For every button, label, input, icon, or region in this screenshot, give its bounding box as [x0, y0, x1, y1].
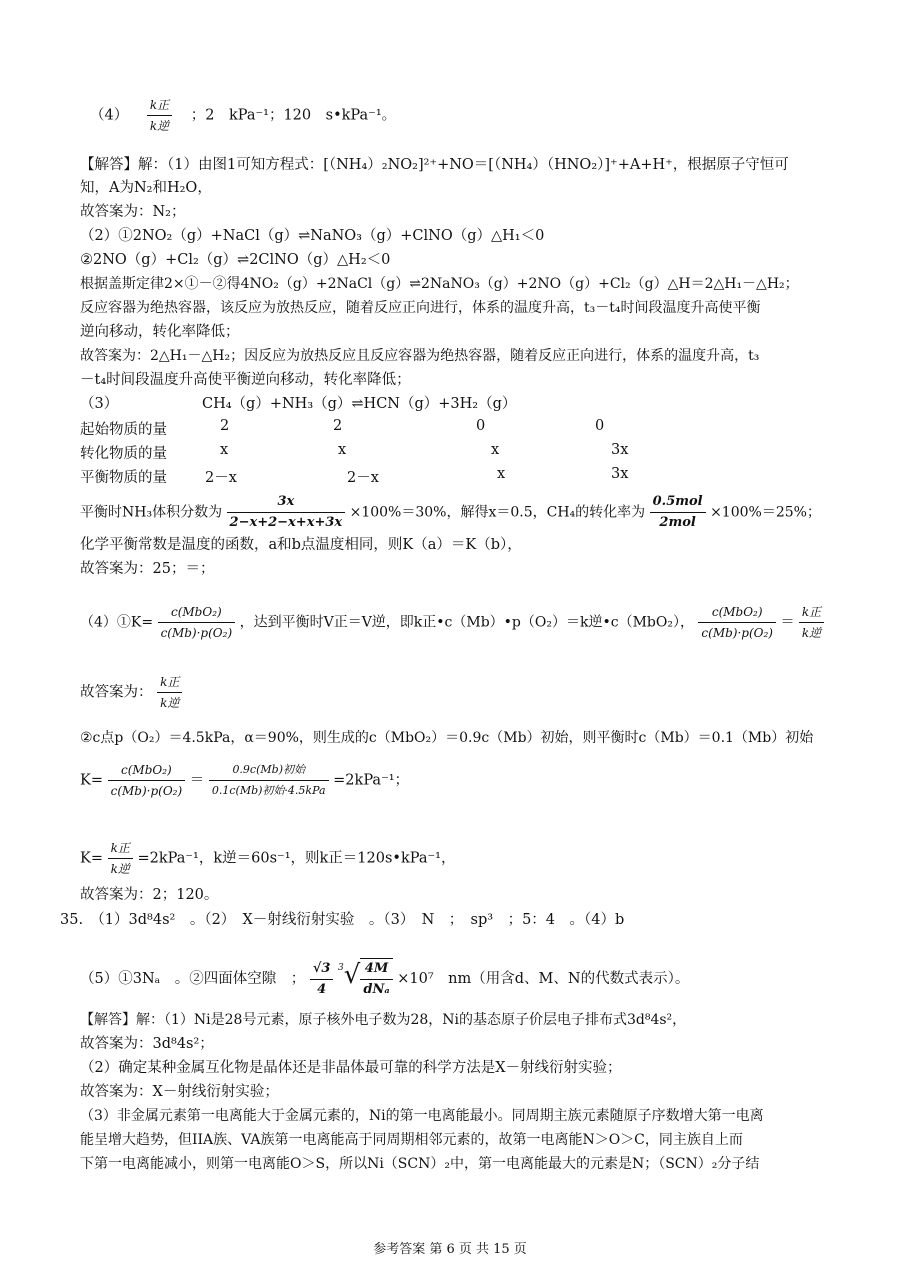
text: =2kPa⁻¹，k逆＝60s⁻¹，则k正＝120s•kPa⁻¹，	[137, 850, 456, 867]
text-line: 知，A为N₂和H₂O，	[80, 180, 212, 196]
text-line: 故答案为：N₂；	[80, 204, 186, 220]
frac-den: k逆	[149, 119, 170, 133]
k-fraction	[158, 602, 236, 643]
text: （4）①K=	[80, 614, 154, 631]
frac-den: 4	[317, 981, 327, 997]
cell: 0	[595, 418, 605, 434]
page-footer: 参考答案 第 6 页 共 15 页	[373, 1242, 527, 1257]
frac-num: 0.9c(Mb)初始	[209, 760, 329, 781]
cube-root: $^3$√ $\frac{4M}{\text{dNₐ}}$	[338, 958, 393, 1000]
frac-den: 2mol	[659, 515, 696, 530]
cell: x	[220, 442, 229, 458]
frac-num: 0.5mol	[650, 492, 706, 513]
density-line	[80, 958, 689, 1000]
part-label: （3）	[80, 396, 119, 412]
text-line: 故答案为：2；120。	[80, 887, 219, 903]
text-line: 故答案为：3d⁸4s²；	[80, 1036, 214, 1052]
text-line: 【解答】解：（1）由图1可知方程式：[（NH₄）₂NO₂]²⁺+NO＝[（NH₄）（HNO₂）]⁺+A+H⁺，根据原子守恒可	[80, 157, 789, 173]
ch4-fraction	[650, 492, 706, 533]
frac-num: k正	[157, 672, 182, 693]
text-line: 根据盖斯定律2×①－②得4NO₂（g）+2NaCl（g）⇌2NaNO₃（g）+2NO（g）+Cl₂（g）△H＝2△H₁－△H₂；	[80, 276, 799, 292]
frac-num: c(MbO₂)	[698, 602, 776, 623]
nh3-fraction	[227, 492, 346, 533]
sqrt3-over-4	[310, 959, 334, 1000]
frac-den: c(Mb)·p(O₂)	[110, 784, 183, 798]
frac-num: c(MbO₂)	[108, 760, 186, 781]
cell: x	[497, 466, 506, 482]
cell: 3x	[611, 442, 629, 458]
k-fraction-2	[698, 602, 776, 643]
row-label: 起始物质的量	[80, 422, 167, 438]
text-line: （3）非金属元素第一电离能大于金属元素的，Ni的第一电离能最小。同周期主族元素随原子序数增大第一电离	[80, 1108, 764, 1124]
text-line: （2）①2NO₂（g）+NaCl（g）⇌NaNO₃（g）+ClNO（g）△H₁＜0	[80, 228, 545, 244]
cell: 2	[220, 418, 230, 434]
line-4-answer	[90, 95, 396, 136]
row-label: 平衡物质的量	[80, 470, 167, 486]
part-label: （4）	[90, 107, 129, 124]
row-label: 转化物质的量	[80, 446, 167, 462]
frac-den: c(Mb)·p(O₂)	[701, 626, 773, 640]
cell: 0	[476, 418, 486, 434]
text: ＝	[780, 614, 795, 631]
frac-den: k逆	[110, 862, 130, 876]
answer-line	[80, 672, 182, 713]
frac-num: 4M	[360, 959, 392, 980]
frac-num: k正	[799, 602, 824, 623]
frac-den: k逆	[801, 626, 822, 640]
k-ratio-fraction	[147, 95, 172, 136]
question-35-answers: 35. （1）3d⁸4s² 。（2） X－射线衍射实验 。（3） N ； sp³ ；5：4 。（4）b	[60, 912, 625, 928]
frac-den: k逆	[160, 696, 180, 710]
text: 平衡时NH₃体积分数为	[80, 504, 223, 521]
k-value-fraction	[209, 760, 329, 801]
k-rate-line	[80, 838, 455, 879]
cell: 3x	[611, 466, 629, 482]
k-expression-line	[80, 602, 824, 643]
k-fraction-3	[108, 760, 186, 801]
equation-line	[80, 394, 517, 414]
cell: 2－x	[205, 470, 237, 486]
text: ×100%＝25%；	[710, 504, 821, 521]
text-line: 能呈增大趋势，但IIA族、VA族第一电离能高于同周期相邻元素的，故第一电离能N＞O＞C，同主族自上而	[80, 1132, 743, 1148]
k-ratio-fraction-3	[157, 672, 182, 713]
frac-den: 0.1c(Mb)初始·4.5kPa	[211, 784, 326, 797]
frac-num: k正	[108, 838, 133, 859]
text: （5）①3Nₐ 。②四面体空隙 ；	[80, 971, 306, 987]
frac-num: c(MbO₂)	[158, 602, 236, 623]
cell: x	[338, 442, 347, 458]
text-line: 化学平衡常数是温度的函数，a和b点温度相同，则K（a）＝K（b），	[80, 537, 522, 553]
text: ，达到平衡时V正＝V逆，即k正•c（Mb）•p（O₂）＝k逆•c（MbO₂），	[239, 614, 694, 631]
k-calc-line	[80, 760, 409, 801]
cell: 2	[333, 418, 343, 434]
text: 故答案为：	[80, 684, 153, 701]
text-line: ②c点p（O₂）＝4.5kPa，α＝90%，则生成的c（MbO₂）＝0.9c（Mb）初始，则平衡时c（Mb）＝0.1（Mb）初始	[80, 730, 814, 746]
text: ＝	[189, 772, 205, 789]
frac-den: 2−x+2−x+x+3x	[229, 515, 343, 530]
text-line: 逆向移动，转化率降低；	[80, 324, 240, 340]
text: K=	[80, 772, 103, 789]
text: =2kPa⁻¹；	[333, 772, 410, 789]
radicand-fraction	[360, 958, 392, 1000]
k-ratio-fraction-2	[799, 602, 824, 643]
answer-values: ；2 kPa⁻¹；120 s•kPa⁻¹。	[190, 107, 397, 124]
frac-num: k正	[147, 95, 172, 116]
fraction-line	[80, 492, 821, 533]
frac-num: √3	[310, 959, 334, 980]
k-ratio-fraction-4	[108, 838, 133, 879]
frac-den: dNₐ	[363, 982, 390, 997]
text-line: 故答案为：25；＝；	[80, 561, 215, 577]
text-line: 下第一电离能减小，则第一电离能O＞S，所以Ni（SCN）₂中，第一电离能最大的元素是N；（SCN）₂分子结	[80, 1156, 760, 1172]
text-line: 反应容器为绝热容器，该反应为放热反应，随着反应正向进行，体系的温度升高，t₃－t₄时间段温度升高使平衡	[80, 300, 761, 316]
cell: x	[491, 442, 500, 458]
frac-num: 3x	[227, 492, 346, 513]
text: K=	[80, 850, 103, 867]
text: ×100%＝30%，解得x＝0.5，CH₄的转化率为	[349, 504, 646, 521]
text-line: 【解答】解：（1）Ni是28号元素，原子核外电子数为28，Ni的基态原子价层电子排布式3d⁸4s²，	[80, 1012, 687, 1028]
text-line: 故答案为：X－射线衍射实验；	[80, 1084, 279, 1100]
text-line: （2）确定某种金属互化物是晶体还是非晶体最可靠的科学方法是X－射线衍射实验；	[80, 1060, 622, 1076]
text: ×10⁷ nm（用含d、M、N的代数式表示）。	[397, 971, 690, 987]
reaction-equation: CH₄（g）+NH₃（g）⇌HCN（g）+3H₂（g）	[202, 396, 517, 412]
frac-den: c(Mb)·p(O₂)	[160, 626, 233, 640]
text-line: －t₄时间段温度升高使平衡逆向移动，转化率降低；	[80, 372, 411, 388]
text-line: ②2NO（g）+Cl₂（g）⇌2ClNO（g）△H₂＜0	[80, 252, 391, 268]
cell: 2－x	[347, 470, 379, 486]
text-line: 故答案为：2△H₁－△H₂；因反应为放热反应且反应容器为绝热容器，随着反应正向进行，体系的温度升高，t₃	[80, 348, 760, 364]
